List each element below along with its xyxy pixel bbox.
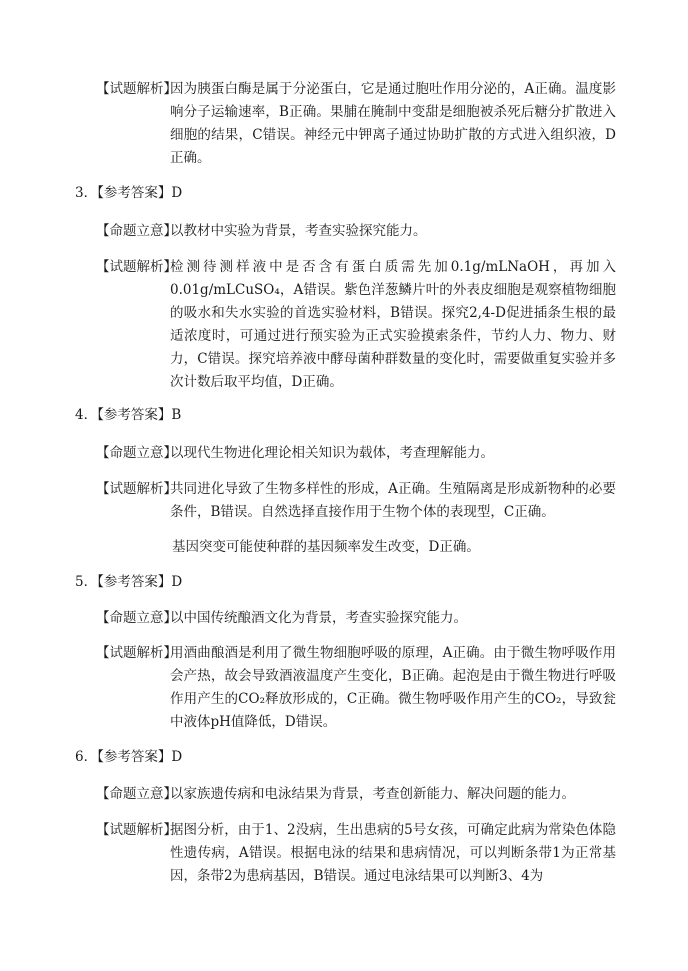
q4-analysis-continuation: 基因突变可能使种群的基因频率发生改变，D正确。 <box>172 539 480 555</box>
q6-intent <box>96 783 616 806</box>
q2-analysis-label: 【试题解析】 <box>96 81 177 97</box>
q6-analysis <box>96 819 616 888</box>
q5-analysis-label: 【试题解析】 <box>96 645 177 661</box>
q6-analysis-label: 【试题解析】 <box>96 822 177 838</box>
q6-answer-line <box>75 746 182 769</box>
q6-answer: D <box>171 749 183 765</box>
q6-number: 6． <box>75 749 98 765</box>
q5-answer: D <box>171 574 183 590</box>
q3-intent-text: 以教材中实验为背景，考查实验探究能力。 <box>170 223 427 239</box>
q3-answer-label: 【参考答案】 <box>97 185 172 201</box>
q6-intent-label: 【命题立意】 <box>96 786 177 802</box>
q4-answer: B <box>171 407 182 423</box>
q3-analysis <box>96 256 616 394</box>
q4-intent-label: 【命题立意】 <box>96 445 177 461</box>
q5-analysis-text: 用酒曲酿酒是利用了微生物细胞呼吸的原理，A正确。由于微生物呼吸作用会产热，故会导致酒液温度产生变化，B正确。起泡是由于微生物进行呼吸作用产生的CO₂释放形成的，C正确。微生物呼吸作用产生的CO₂，导致瓮中液体pH值降低，D错误。 <box>170 645 616 730</box>
q5-answer-line <box>75 571 182 594</box>
q4-analysis-label: 【试题解析】 <box>96 481 177 497</box>
q5-answer-label: 【参考答案】 <box>97 574 172 590</box>
q3-intent-label: 【命题立意】 <box>96 223 177 239</box>
q4-answer-label: 【参考答案】 <box>97 407 172 423</box>
q4-intent <box>96 442 616 465</box>
q4-analysis-text: 共同进化导致了生物多样性的形成，A正确。生殖隔离是形成新物种的必要条件，B错误。自然选择直接作用于生物个体的表现型，C正确。 <box>170 481 616 520</box>
q3-answer: D <box>171 185 183 201</box>
q5-analysis <box>96 642 616 734</box>
q5-intent <box>96 607 616 630</box>
q2-analysis-text: 因为胰蛋白酶是属于分泌蛋白，它是通过胞吐作用分泌的，A正确。温度影响分子运输速率，B正确。果脯在腌制中变甜是细胞被杀死后糖分扩散进入细胞的结果，C错误。神经元中钾离子通过协助扩散的方式进入组织液，D正确。 <box>170 81 616 166</box>
q5-intent-label: 【命题立意】 <box>96 610 177 626</box>
q4-analysis <box>96 478 616 524</box>
q2-analysis <box>96 78 616 170</box>
q6-answer-label: 【参考答案】 <box>97 749 172 765</box>
q3-answer-line <box>75 182 182 205</box>
q6-analysis-text: 据图分析，由于1、2没病，生出患病的5号女孩，可确定此病为常染色体隐性遗传病，A错误。根据电泳的结果和患病情况，可以判断条带1为正常基因，条带2为患病基因，B错误。通过电泳结果可以判断3、4为 <box>170 822 616 884</box>
q3-analysis-text: 检测待测样液中是否含有蛋白质需先加0.1g/mLNaOH，再加入0.01g/mLCuSO₄，A错误。紫色洋葱鳞片叶的外表皮细胞是观察植物细胞的吸水和失水实验的首选实验材料，B错误。探究2,4-D促进插条生根的最适浓度时，可通过进行预实验为正式实验摸索条件，节约人力、物力、财力，C错误。探究培养液中酵母菌种群数量的变化时，需要做重复实验并多次计数后取平均值，D正确。 <box>170 259 616 390</box>
q5-intent-text: 以中国传统酿酒文化为背景，考查实验探究能力。 <box>170 610 467 626</box>
q3-analysis-label: 【试题解析】 <box>96 259 177 275</box>
q4-intent-text: 以现代生物进化理论相关知识为载体，考查理解能力。 <box>170 445 494 461</box>
q3-number: 3． <box>75 185 98 201</box>
q3-intent <box>96 220 616 243</box>
q4-number: 4． <box>75 407 98 423</box>
q5-number: 5． <box>75 574 98 590</box>
q4-answer-line <box>75 404 181 427</box>
q6-intent-text: 以家族遗传病和电泳结果为背景，考查创新能力、解决问题的能力。 <box>170 786 575 802</box>
